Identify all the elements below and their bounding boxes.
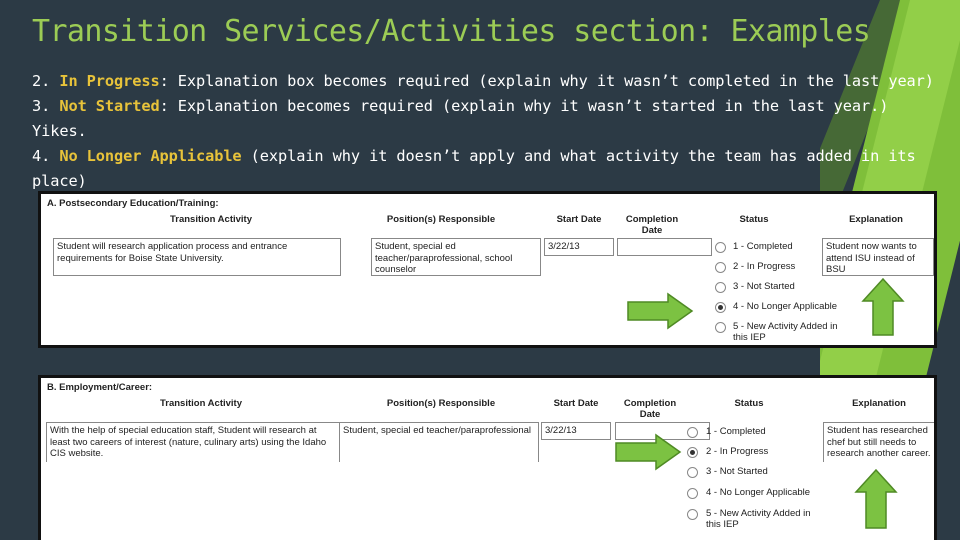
status-radio-not-started[interactable] <box>715 282 726 293</box>
activity-field[interactable]: With the help of special education staff, Student will research at least two careers of interest (nature, culinary arts) using the Idaho CIS website. <box>46 422 340 462</box>
status-label: 3 - Not Started <box>706 466 768 477</box>
status-label: 4 - No Longer Applicable <box>733 301 838 312</box>
status-label: 1 - Completed <box>706 426 766 437</box>
header-explanation: Explanation <box>849 214 903 225</box>
arrow-right-icon <box>614 433 682 471</box>
slide-title: Transition Services/Activities section: Examples <box>32 14 871 49</box>
status-radio-in-progress[interactable] <box>715 262 726 273</box>
item-not-started: 3. Not Started: Explanation becomes required (explain why it wasn’t started in the last year.) Yikes. <box>32 97 889 140</box>
header-start-date: Start Date <box>556 214 602 225</box>
arrow-up-icon <box>854 468 898 530</box>
header-completion-date: Completion Date <box>623 398 677 420</box>
arrow-right-icon <box>626 292 694 330</box>
status-radio-completed[interactable] <box>715 242 726 253</box>
status-radio-not-started[interactable] <box>687 467 698 478</box>
header-positions: Position(s) Responsible <box>386 214 496 225</box>
status-label: 4 - No Longer Applicable <box>706 487 811 498</box>
explanation-field[interactable]: Student has researched chef but still needs to research another career. <box>823 422 935 462</box>
keyword-in-progress: In Progress <box>59 72 160 90</box>
positions-field[interactable]: Student, special ed teacher/paraprofessional <box>339 422 539 462</box>
status-radio-new-activity[interactable] <box>687 509 698 520</box>
header-transition-activity: Transition Activity <box>170 214 252 225</box>
positions-field[interactable]: Student, special ed teacher/paraprofessional, school counselor <box>371 238 541 276</box>
item-no-longer-applicable: 4. No Longer Applicable (explain why it doesn’t apply and what activity the team has added in its place) <box>32 147 916 190</box>
header-status: Status <box>739 214 769 225</box>
status-radio-new-activity[interactable] <box>715 322 726 333</box>
start-date-field[interactable]: 3/22/13 <box>544 238 614 256</box>
form-postsecondary-education <box>38 191 937 348</box>
status-label: 3 - Not Started <box>733 281 795 292</box>
activity-field[interactable]: Student will research application process and entrance requirements for Boise State University. <box>53 238 341 276</box>
header-completion-date: Completion Date <box>625 214 679 236</box>
header-explanation: Explanation <box>852 398 906 409</box>
section-title: A. Postsecondary Education/Training: <box>47 198 219 209</box>
completion-date-field[interactable] <box>617 238 712 256</box>
status-label: 2 - In Progress <box>733 261 796 272</box>
arrow-up-icon <box>861 277 905 337</box>
header-status: Status <box>734 398 764 409</box>
keyword-no-longer-applicable: No Longer Applicable <box>59 147 242 165</box>
form-employment-career <box>38 375 937 540</box>
slide-body <box>32 69 942 194</box>
status-label: 5 - New Activity Added in this IEP <box>706 508 811 530</box>
status-radio-in-progress[interactable] <box>687 447 698 458</box>
status-label: 1 - Completed <box>733 241 793 252</box>
status-label: 5 - New Activity Added in this IEP <box>733 321 838 343</box>
explanation-field[interactable]: Student now wants to attend ISU instead of BSU <box>822 238 934 276</box>
status-radio-completed[interactable] <box>687 427 698 438</box>
header-positions: Position(s) Responsible <box>386 398 496 409</box>
status-radio-no-longer-applicable[interactable] <box>715 302 726 313</box>
start-date-field[interactable]: 3/22/13 <box>541 422 611 440</box>
keyword-not-started: Not Started <box>59 97 160 115</box>
header-transition-activity: Transition Activity <box>160 398 242 409</box>
status-radio-no-longer-applicable[interactable] <box>687 488 698 499</box>
status-label: 2 - In Progress <box>706 446 769 457</box>
header-start-date: Start Date <box>553 398 599 409</box>
section-title: B. Employment/Career: <box>47 382 153 393</box>
item-in-progress: 2. In Progress: Explanation box becomes required (explain why it wasn’t completed in the last year) <box>32 72 934 90</box>
